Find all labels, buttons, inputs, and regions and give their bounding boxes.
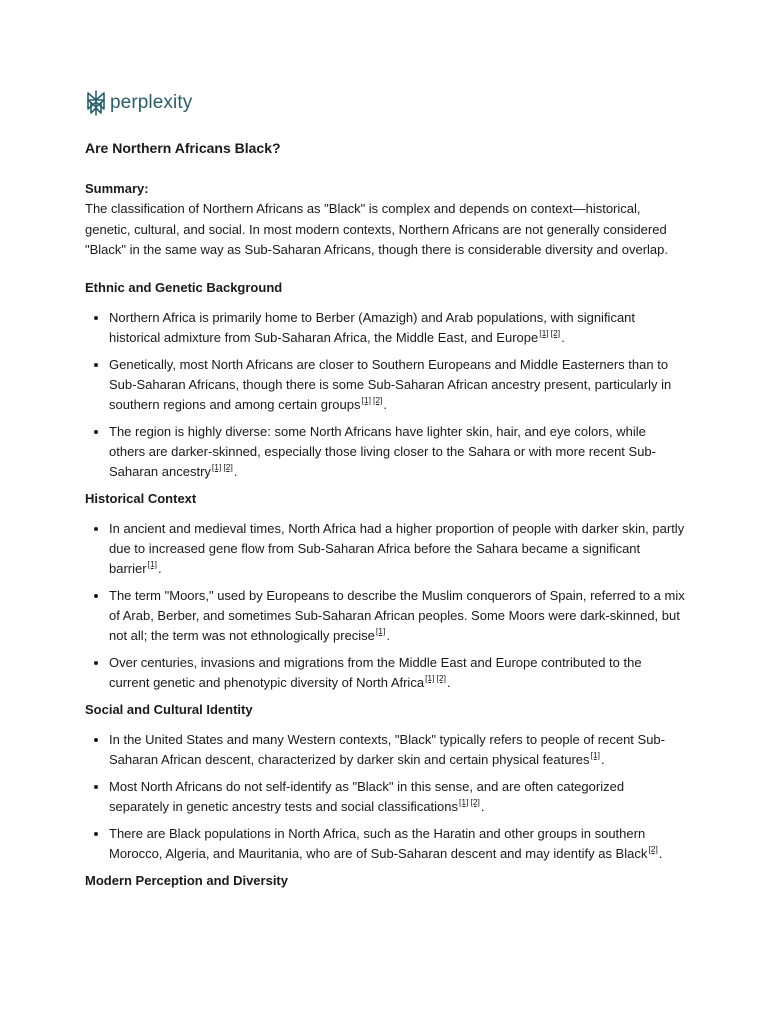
citation-link[interactable]: [1] bbox=[590, 750, 600, 761]
list-item-text: In ancient and medieval times, North Africa had a higher proportion of people with darker skin, partly due to increased gene flow from Sub-Saharan Africa before the Sahara became a significant barrier bbox=[109, 520, 685, 576]
section-heading: Historical Context bbox=[85, 490, 197, 506]
list-item: • In ancient and medieval times, North Africa had a higher proportion of people with darker skin, partly due to increased gene flow from Sub-Saharan Africa before the Sahara became a significant barrier[1]. bbox=[109, 519, 685, 579]
sections-container bbox=[85, 278, 685, 891]
list-item: • The region is highly diverse: some North Africans have lighter skin, hair, and eye colors, while others are darker-skinned, especially those living closer to the Sahara or with more recent Sub-Saharan ancestry[1] [2]. bbox=[109, 422, 685, 482]
citation-link[interactable]: [1] bbox=[375, 626, 386, 637]
bullet-list bbox=[85, 730, 685, 864]
citation-link[interactable]: [1] bbox=[425, 673, 435, 684]
citation-link[interactable]: [2] bbox=[372, 395, 383, 406]
section-heading: Ethnic and Genetic Background bbox=[85, 279, 283, 295]
list-item-text: The region is highly diverse: some North Africans have lighter skin, hair, and eye colors, while others are darker-skinned, especially those living closer to the Sahara or with more recent Sub-Saharan ancestry bbox=[109, 423, 656, 479]
page-title: Are Northern Africans Black? bbox=[85, 140, 281, 156]
list-item: • Northern Africa is primarily home to Berber (Amazigh) and Arab populations, with significant historical admixture from Sub-Saharan Africa, the Middle East, and Europe[1] [2]. bbox=[109, 308, 685, 348]
brand-name: perplexity bbox=[110, 92, 193, 113]
bullet-list bbox=[85, 519, 685, 693]
bullet-list bbox=[85, 308, 685, 482]
citation-link[interactable]: [2] bbox=[550, 328, 561, 339]
list-item: • There are Black populations in North Africa, such as the Haratin and other groups in southern Morocco, Algeria, and Mauritania, who are of Sub-Saharan descent and may identify as Black[2]. bbox=[109, 824, 685, 864]
citation-link[interactable]: [1] bbox=[211, 462, 222, 473]
list-item: • The term "Moors," used by Europeans to describe the Muslim conquerors of Spain, referred to a mix of Arab, Berber, and sometimes Sub-Saharan African peoples. Some Moors were dark-skinned, but not all; the term was not ethnologically precise[1]. bbox=[109, 586, 685, 646]
citation-link[interactable]: [2] bbox=[223, 462, 233, 473]
citation-link[interactable]: [2] bbox=[436, 673, 446, 684]
list-item: • Most North Africans do not self-identify as "Black" in this sense, and are often categorized separately in genetic ancestry tests and social classifications[1] [2]. bbox=[109, 777, 685, 817]
list-item: • Genetically, most North Africans are closer to Southern Europeans and Middle Easterners than to Sub-Saharan Africans, though there is some Sub-Saharan African ancestry present, particularly in southern regions and among certain groups[1] [2]. bbox=[109, 355, 685, 415]
list-item-text: There are Black populations in North Africa, such as the Haratin and other groups in southern Morocco, Algeria, and Mauritania, who are of Sub-Saharan descent and may identify as Black bbox=[109, 825, 648, 861]
list-item-text: Northern Africa is primarily home to Berber (Amazigh) and Arab populations, with significant historical admixture from Sub-Saharan Africa, the Middle East, and Europe bbox=[109, 309, 636, 345]
citation-link[interactable]: [2] bbox=[648, 844, 658, 855]
list-item-text: Over centuries, invasions and migrations from the Middle East and Europe contributed to the current genetic and phenotypic diversity of North Africa bbox=[109, 654, 642, 690]
citation-link[interactable]: [1] bbox=[361, 395, 371, 406]
list-item-text: In the United States and many Western contexts, "Black" typically refers to people of recent Sub-Saharan African descent, characterized by darker skin and certain physical features bbox=[109, 731, 665, 767]
answer-content bbox=[85, 138, 685, 891]
perplexity-logo-icon bbox=[85, 90, 107, 116]
citation-link[interactable]: [2] bbox=[470, 797, 480, 808]
citation-link[interactable]: [1] bbox=[459, 797, 469, 808]
summary-text: The classification of Northern Africans as "Black" is complex and depends on context—historical, genetic, cultural, and social. In most modern contexts, Northern Africans are not generally considered "Black" in the same way as Sub-Saharan Africans, though there is considerable diversity and overlap. bbox=[85, 201, 668, 257]
list-item-text: The term "Moors," used by Europeans to describe the Muslim conquerors of Spain, referred to a mix of Arab, Berber, and sometimes Sub-Saharan African peoples. Some Moors were dark-skinned, but not all; the term was not ethnologically precise bbox=[109, 587, 685, 643]
list-item-text: Most North Africans do not self-identify as "Black" in this sense, and are often categorized separately in genetic ancestry tests and social classifications bbox=[109, 778, 625, 814]
section-heading: Modern Perception and Diversity bbox=[85, 872, 288, 888]
summary-label: Summary: bbox=[85, 181, 149, 196]
brand-logo[interactable] bbox=[85, 90, 192, 116]
citation-link[interactable]: [1] bbox=[539, 328, 549, 339]
list-item: • In the United States and many Western contexts, "Black" typically refers to people of recent Sub-Saharan African descent, characterized by darker skin and certain physical features[1]. bbox=[109, 730, 685, 770]
list-item: • Over centuries, invasions and migrations from the Middle East and Europe contributed to the current genetic and phenotypic diversity of North Africa[1] [2]. bbox=[109, 653, 685, 693]
section-heading: Social and Cultural Identity bbox=[85, 701, 253, 717]
list-item-text: Genetically, most North Africans are closer to Southern Europeans and Middle Easterners than to Sub-Saharan Africans, though there is some Sub-Saharan African ancestry present, particularly in southern regions and among certain groups bbox=[109, 356, 672, 412]
citation-link[interactable]: [1] bbox=[147, 559, 158, 570]
